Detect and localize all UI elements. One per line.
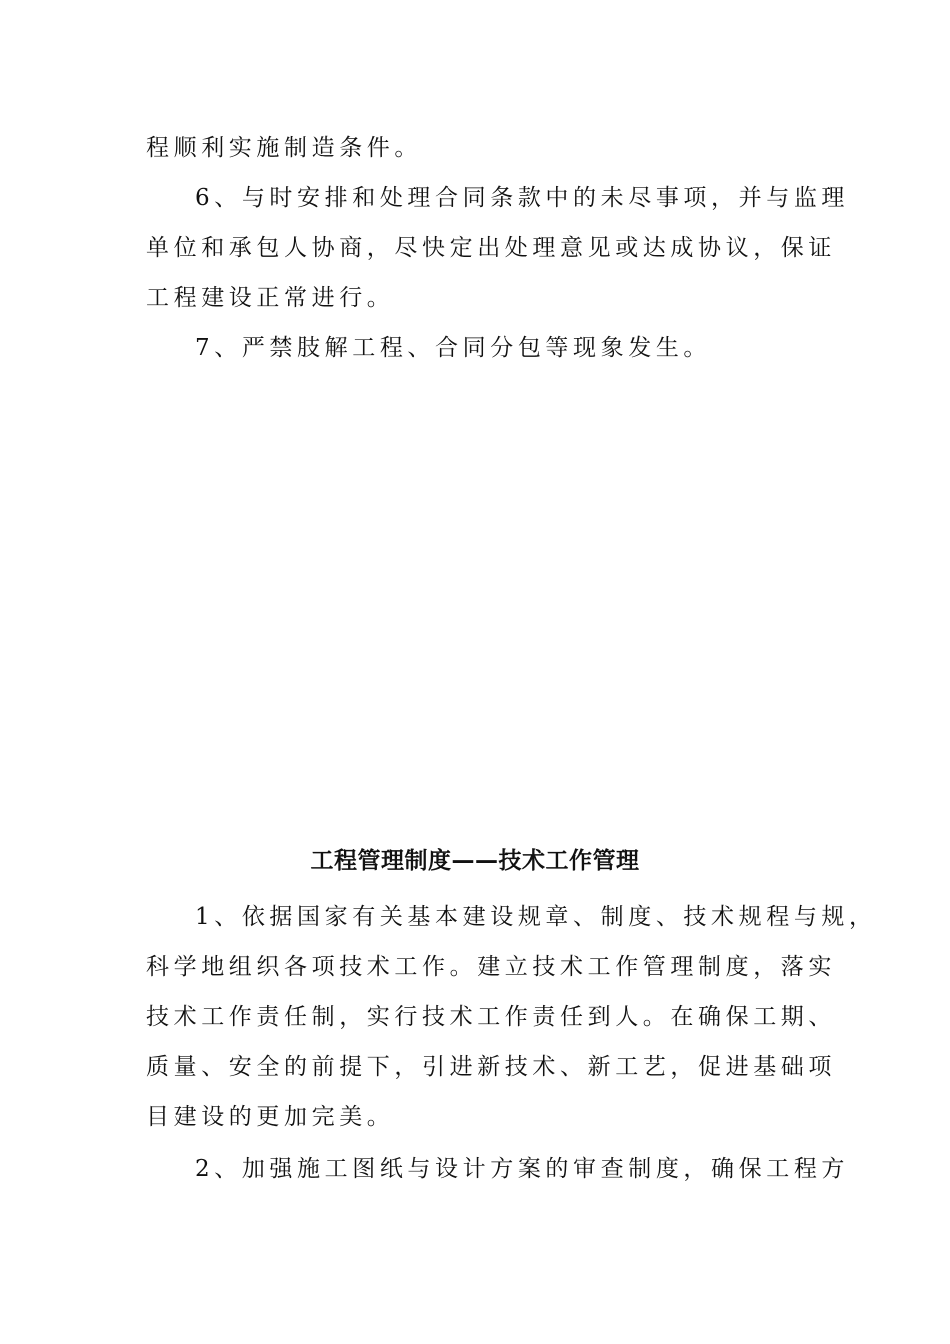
paragraph-6-line-3: 工程建设正常进行。 <box>146 285 395 311</box>
paragraph-7: 7、严禁肢解工程、合同分包等现象发生。 <box>195 335 712 361</box>
paragraph-1-line-1: 1、依据国家有关基本建设规章、制度、技术规程与规， <box>195 904 877 930</box>
paragraph-1-line-3: 技术工作责任制，实行技术工作责任到人。在确保工期、 <box>146 1004 836 1030</box>
paragraph-1-line-2: 科学地组织各项技术工作。建立技术工作管理制度，落实 <box>146 954 836 980</box>
paragraph-5-continuation: 程顺利实施制造条件。 <box>146 135 422 161</box>
paragraph-6-line-1: 6、与时安排和处理合同条款中的未尽事项，并与监理 <box>195 185 850 211</box>
paragraph-1-line-4: 质量、安全的前提下，引进新技术、新工艺，促进基础项 <box>146 1054 836 1080</box>
paragraph-6-line-2: 单位和承包人协商，尽快定出处理意见或达成协议，保证 <box>146 235 836 261</box>
paragraph-1-line-5: 目建设的更加完美。 <box>146 1104 395 1130</box>
section-title: 工程管理制度——技术工作管理 <box>310 848 640 874</box>
paragraph-2-line-1: 2、加强施工图纸与设计方案的审查制度，确保工程方 <box>195 1156 850 1182</box>
